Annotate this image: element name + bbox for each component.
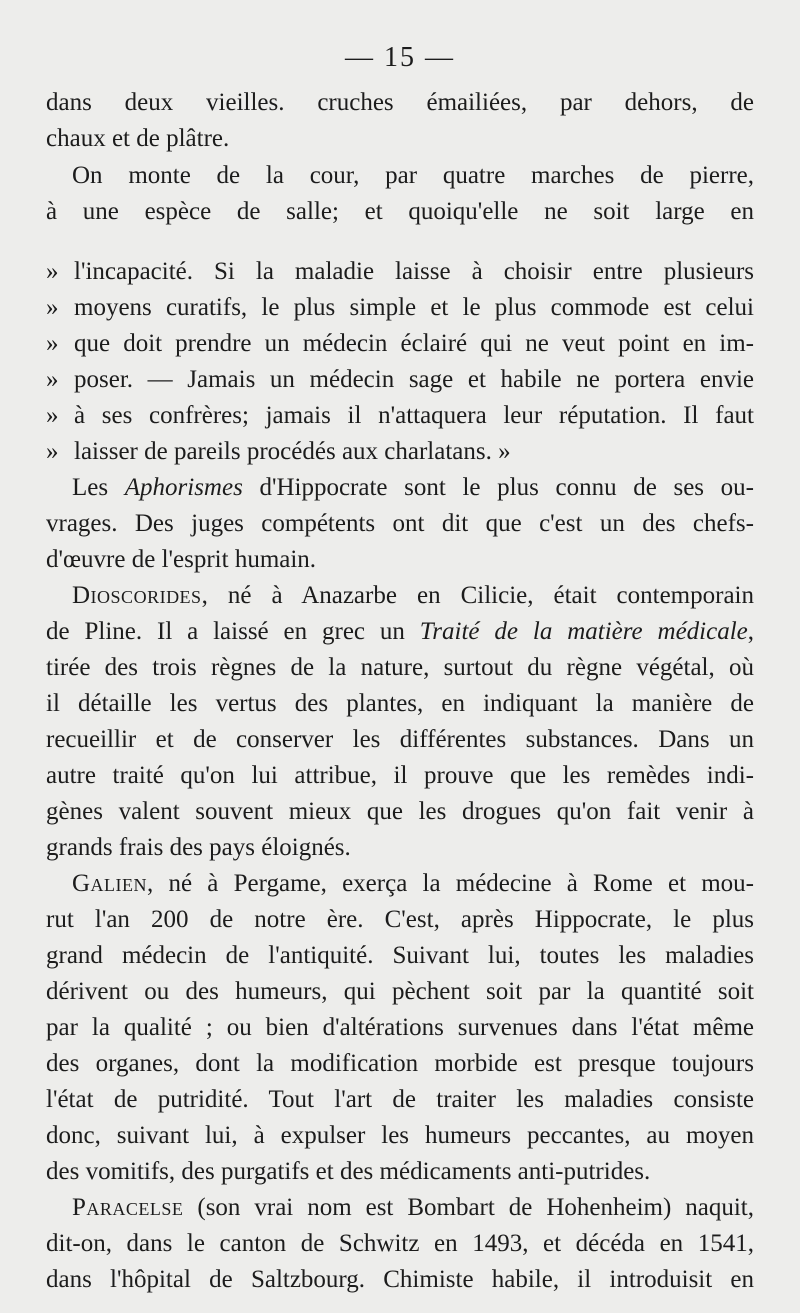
text-run: dit-on, dans le canton de Schwitz en 1493, et décéda en 1541, bbox=[46, 1230, 754, 1257]
text-line bbox=[72, 158, 754, 194]
text-run: chaux et de plâtre. bbox=[46, 125, 230, 152]
text-line bbox=[46, 650, 754, 686]
text-line bbox=[46, 85, 754, 121]
text-line bbox=[46, 1046, 754, 1082]
text-run: d'Hippocrate sont le plus connu de ses ou- bbox=[242, 474, 754, 501]
text-run: Les bbox=[72, 474, 125, 501]
text-line bbox=[46, 1118, 754, 1154]
text-line bbox=[46, 506, 754, 542]
text-run: tirée des trois règnes de la nature, surtout du règne végétal, où bbox=[46, 654, 754, 681]
text-line bbox=[46, 794, 754, 830]
text-line bbox=[46, 902, 754, 938]
text-run: dans l'hôpital de Saltzbourg. Chimiste habile, il introduisit en bbox=[46, 1266, 754, 1293]
text-run: autre traité qu'on lui attribue, il prouve que les remèdes indi- bbox=[46, 762, 754, 789]
text-line bbox=[46, 758, 754, 794]
text-run: dérivent ou des humeurs, qui pèchent soit par la quantité soit bbox=[46, 978, 754, 1005]
text-run: moyens curatifs, le plus simple et le plus commode est celui bbox=[74, 294, 754, 321]
text-run: à une espèce de salle; et quoiqu'elle ne soit large en bbox=[46, 198, 754, 225]
text-line bbox=[72, 866, 754, 902]
text-run: laisser de pareils procédés aux charlatans. » bbox=[74, 438, 511, 465]
text-run: grands frais des pays éloignés. bbox=[46, 834, 351, 861]
text-run: donc, suivant lui, à expulser les humeurs peccantes, au moyen bbox=[46, 1122, 754, 1149]
text-line bbox=[46, 1154, 754, 1190]
text-run: l'état de putridité. Tout l'art de traiter les maladies consiste bbox=[46, 1086, 754, 1113]
text-run: , bbox=[747, 618, 754, 645]
italic-title: Traité de la matière médicale bbox=[419, 618, 748, 645]
text-run: à ses confrères; jamais il n'attaquera leur réputation. Il faut bbox=[74, 402, 754, 429]
text-run: , né à Anazarbe en Cilicie, était contemporain bbox=[201, 582, 754, 609]
text-line bbox=[46, 686, 754, 722]
guillemet-mark: » bbox=[46, 366, 59, 393]
guillemet-mark: » bbox=[46, 438, 59, 465]
text-run: On monte de la cour, par quatre marches de pierre, bbox=[72, 162, 754, 189]
text-line bbox=[72, 1190, 754, 1226]
text-run: d'œuvre de l'esprit humain. bbox=[46, 546, 317, 573]
text-line bbox=[46, 362, 754, 398]
author-name: Dioscorides bbox=[72, 582, 202, 609]
text-line bbox=[46, 938, 754, 974]
text-run: des vomitifs, des purgatifs et des médicaments anti-putrides. bbox=[46, 1158, 651, 1185]
text-run: que doit prendre un médecin éclairé qui ne veut point en im- bbox=[74, 330, 754, 357]
text-line bbox=[46, 1082, 754, 1118]
text-run: des organes, dont la modification morbide est presque toujours bbox=[46, 1050, 754, 1077]
author-name: Paracelse bbox=[72, 1194, 184, 1221]
text-run: par la qualité ; ou bien d'altérations survenues dans l'état même bbox=[46, 1014, 754, 1041]
italic-title: Aphorismes bbox=[124, 474, 243, 501]
text-run: l'incapacité. Si la maladie laisse à choisir entre plusieurs bbox=[74, 258, 754, 285]
text-line bbox=[46, 194, 754, 230]
guillemet-mark: » bbox=[46, 258, 59, 285]
text-line bbox=[46, 542, 754, 578]
text-line bbox=[46, 830, 754, 866]
text-run: gènes valent souvent mieux que les drogues qu'on fait venir à bbox=[46, 798, 754, 825]
text-run: poser. — Jamais un médecin sage et habile ne portera envie bbox=[74, 366, 754, 393]
text-line bbox=[46, 974, 754, 1010]
guillemet-mark: » bbox=[46, 294, 59, 321]
text-run: vrages. Des juges compétents ont dit que c'est un des chefs- bbox=[46, 510, 754, 537]
text-line bbox=[72, 578, 754, 614]
text-line bbox=[46, 398, 754, 434]
text-run: (son vrai nom est Bombart de Hohenheim) naquit, bbox=[183, 1194, 754, 1221]
text-line bbox=[46, 434, 754, 470]
text-line bbox=[46, 1262, 754, 1298]
author-name: Galien bbox=[72, 870, 148, 897]
text-line bbox=[46, 290, 754, 326]
text-line bbox=[46, 121, 754, 157]
text-run: rut l'an 200 de notre ère. C'est, après Hippocrate, le plus bbox=[46, 906, 754, 933]
text-run: recueillir et de conserver les différentes substances. Dans un bbox=[46, 726, 754, 753]
text-run: il détaille les vertus des plantes, en indiquant la manière de bbox=[46, 690, 754, 717]
text-run: grand médecin de l'antiquité. Suivant lui, toutes les maladies bbox=[46, 942, 754, 969]
text-line bbox=[46, 1010, 754, 1046]
text-line bbox=[72, 470, 754, 506]
guillemet-mark: » bbox=[46, 330, 59, 357]
guillemet-mark: » bbox=[46, 402, 59, 429]
text-run: de Pline. Il a laissé en grec un bbox=[46, 618, 420, 645]
text-line bbox=[46, 722, 754, 758]
text-run: , né à Pergame, exerça la médecine à Rome et mou- bbox=[147, 870, 754, 897]
text-run: dans deux vieilles. cruches émailiées, par dehors, de bbox=[46, 89, 754, 116]
page-number: — 15 — bbox=[345, 42, 455, 73]
text-line bbox=[46, 614, 754, 650]
text-line bbox=[46, 1226, 754, 1262]
text-line bbox=[46, 254, 754, 290]
text-line bbox=[46, 326, 754, 362]
